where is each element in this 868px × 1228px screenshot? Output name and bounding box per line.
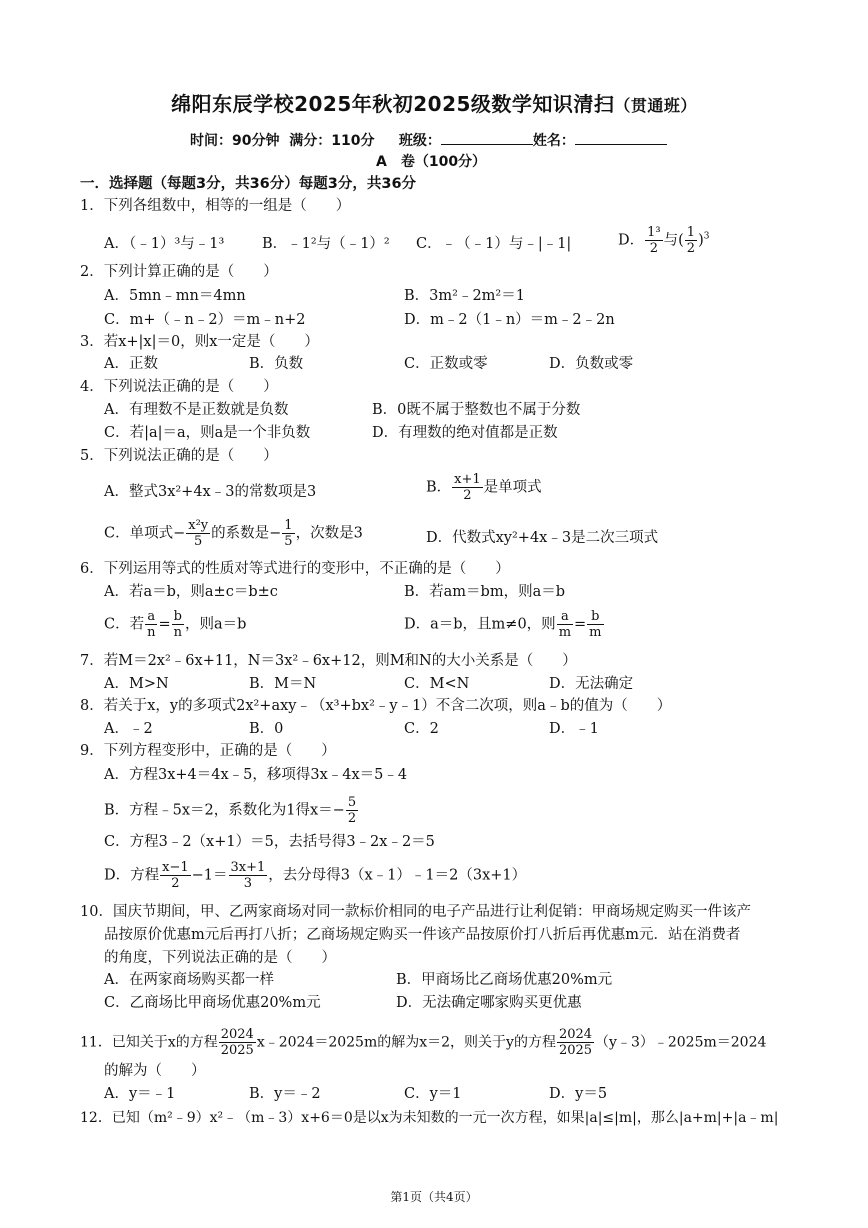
q6-option-d: D．a＝b，且m≠0，则 $\frac{a}{m}$ = $\frac{b}{m}$	[404, 609, 602, 640]
q2-option-b: B．3m²﹣2m²＝1	[404, 288, 525, 304]
question-12-stem: 12．已知（m²﹣9）x²﹣（m﹣3）x+6＝0是以x为未知数的一元一次方程，如果|a|≤|m|，那么|a+m|+|a﹣m|	[80, 1110, 779, 1126]
q9-option-a: A．方程3x+4＝4x﹣5，移项得3x﹣4x＝5﹣4	[104, 767, 408, 783]
question-10-line2: 品按原价优惠m元后再打八折；乙商场规定购买一件该产品按原价打八折后再优惠m元．站在消费者	[104, 927, 741, 943]
q8-option-d: D．﹣1	[549, 721, 599, 737]
q4-option-b: B．0既不属于整数也不属于分数	[372, 402, 581, 418]
q5-option-c: C．单项式− $\frac{\text{x²y}}{5}$ 的系数是− $\frac{1}{5}$ ，次数是3	[104, 518, 363, 549]
question-2-stem: 2．下列计算正确的是（ ）	[80, 264, 278, 280]
q7-option-c: C．M<N	[404, 676, 470, 692]
name-blank	[575, 130, 667, 145]
question-7-stem: 7．若M＝2x²﹣6x+11，N＝3x²﹣6x+12，则M和N的大小关系是（ ）	[80, 653, 577, 669]
page-title: 绵阳东辰学校2025年秋初2025级数学知识清扫（贯通班）	[171, 92, 697, 116]
q1-option-d: D． $\frac{\text{1³}}{2}$ 与( $\frac{1}{2}$ )$^3$	[618, 225, 710, 256]
q7-option-d: D．无法确定	[549, 676, 634, 692]
q6-option-a: A．若a＝b，则a±c＝b±c	[104, 584, 278, 600]
question-11-stem: 11．已知关于x的方程 $\frac{2024}{2025}$ x﹣2024＝2025m的解为x＝2，则关于y的方程 $\frac{2024}{2025}$ （y﹣3）﹣2025m＝2024	[80, 1027, 767, 1058]
q5-option-b: B． $\frac{x+1}{2}$ 是单项式	[426, 472, 542, 503]
q8-option-c: C．2	[404, 721, 439, 737]
exam-info-row	[190, 130, 667, 151]
question-8-stem: 8．若关于x，y的多项式2x²+axy﹣（x³+bx²﹣y﹣1）不含二次项，则a﹣b的值为（ ）	[80, 698, 672, 714]
q11-option-b: B．y＝﹣2	[249, 1086, 321, 1102]
q10-option-a: A．在两家商场购买都一样	[104, 972, 274, 988]
q3-option-b: B．负数	[249, 356, 304, 372]
q10-option-d: D．无法确定哪家购买更优惠	[396, 995, 582, 1011]
question-3-stem: 3．若x+|x|＝0，则x一定是（ ）	[80, 334, 319, 350]
page-footer: 第1页（共4页）	[390, 1190, 478, 1204]
q4-option-d: D．有理数的绝对值都是正数	[372, 425, 558, 441]
q3-option-d: D．负数或零	[549, 356, 634, 372]
q4-option-a: A．有理数不是正数就是负数	[104, 402, 289, 418]
question-6-stem: 6．下列运用等式的性质对等式进行的变形中，不正确的是（ ）	[80, 561, 510, 577]
q2-option-a: A．5mn﹣mn＝4mn	[104, 288, 246, 304]
q2-option-d: D．m﹣2（1﹣n）＝m﹣2﹣2n	[404, 312, 615, 328]
q3-option-c: C．正数或零	[404, 356, 488, 372]
time-info: 时间：90分钟	[190, 133, 280, 149]
q11-option-d: D．y＝5	[549, 1086, 608, 1102]
q10-option-b: B．甲商场比乙商场优惠20%m元	[396, 972, 613, 988]
q7-option-a: A．M>N	[104, 676, 169, 692]
question-5-stem: 5．下列说法正确的是（ ）	[80, 448, 278, 464]
question-11-line2: 的解为（ ）	[104, 1063, 206, 1079]
question-10-line3: 的角度，下列说法正确的是（ ）	[104, 950, 336, 966]
q7-option-b: B．M＝N	[249, 676, 317, 692]
q9-option-d: D．方程 $\frac{x-1}{2}$ −1＝ $\frac{3x+1}{3}$ ，去分母得3（x﹣1）﹣1＝2（3x+1）	[104, 860, 527, 891]
question-9-stem: 9．下列方程变形中，正确的是（ ）	[80, 743, 336, 759]
question-1-stem: 1．下列各组数中，相等的一组是（ ）	[80, 198, 351, 214]
q11-option-c: C．y＝1	[404, 1086, 462, 1102]
q10-option-c: C．乙商场比甲商场优惠20%m元	[104, 995, 321, 1011]
section-heading: 一．选择题（每题3分，共36分）每题3分，共36分	[80, 176, 417, 192]
q8-option-a: A．﹣2	[104, 721, 153, 737]
name-label: 姓名：	[532, 133, 575, 149]
q11-option-a: A．y＝﹣1	[104, 1086, 176, 1102]
q9-option-c: C．方程3﹣2（x+1）＝5，去括号得3﹣2x﹣2＝5	[104, 834, 435, 850]
q6-option-b: B．若am＝bm，则a＝b	[404, 584, 566, 600]
q5-option-d: D．代数式xy²+4x﹣3是二次三项式	[426, 530, 659, 546]
q2-option-c: C．m+（﹣n﹣2）＝m﹣n+2	[104, 312, 306, 328]
q1-option-c: C．﹣（﹣1）与﹣|﹣1|	[416, 236, 572, 252]
q9-option-b: B．方程﹣5x＝2，系数化为1得x＝− $\frac{5}{2}$	[104, 795, 357, 826]
score-info: 满分：110分	[289, 133, 375, 149]
question-10-line1: 10．国庆节期间，甲、乙两家商场对同一款标价相同的电子产品进行让利促销：甲商场规定购买一件该产	[80, 904, 751, 920]
q5-option-a: A．整式3x²+4x﹣3的常数项是3	[104, 484, 317, 500]
class-blank	[441, 130, 533, 145]
q8-option-b: B．0	[249, 721, 284, 737]
q6-option-c: C．若 $\frac{a}{n}$ = $\frac{b}{n}$ ，则a＝b	[104, 609, 247, 640]
question-4-stem: 4．下列说法正确的是（ ）	[80, 379, 278, 395]
q3-option-a: A．正数	[104, 356, 158, 372]
q4-option-c: C．若|a|＝a，则a是一个非负数	[104, 425, 311, 441]
q1-option-b: B．﹣1²与（﹣1）²	[262, 236, 390, 252]
volume-heading: A 卷（100分）	[376, 154, 487, 170]
q1-option-a: A．（﹣1）³与﹣1³	[104, 236, 225, 252]
class-label: 班级：	[398, 133, 441, 149]
